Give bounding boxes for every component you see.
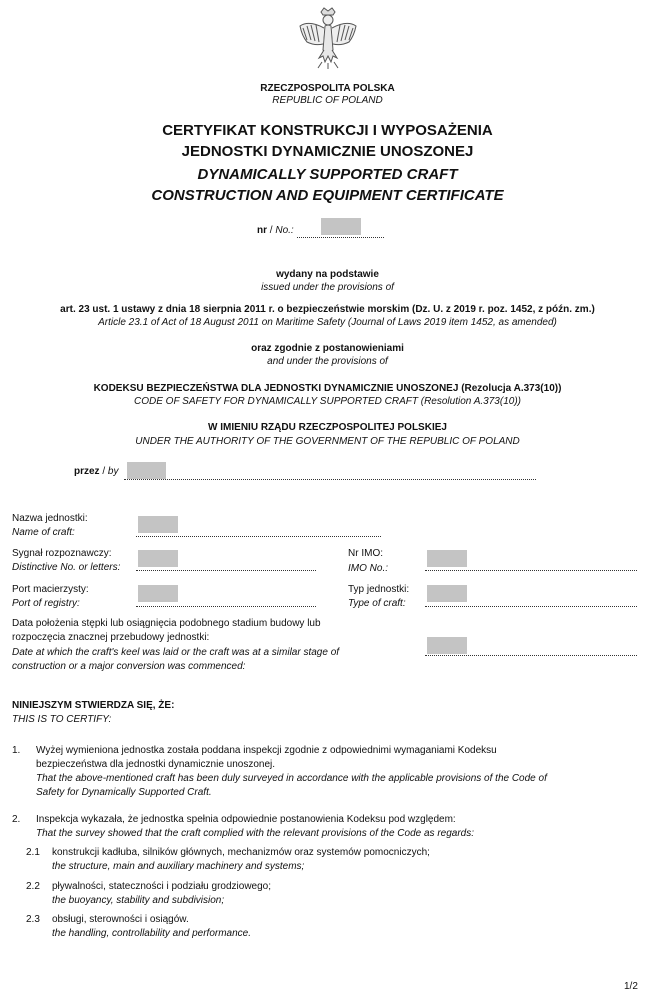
type-label-en: Type of craft: <box>348 598 406 609</box>
certificate-number-redacted <box>321 218 361 235</box>
issuer-label: przez / by <box>74 466 119 477</box>
imo-label-en: IMO No.: <box>348 563 389 574</box>
polish-eagle-emblem-icon <box>297 6 359 70</box>
issued-label-en: issued under the provisions of <box>261 282 394 293</box>
issuer-redacted <box>127 462 166 479</box>
title-line1-pl: CERTYFIKAT KONSTRUKCJI I WYPOSAŻENIA <box>162 122 493 139</box>
craft-name-redacted <box>138 516 178 533</box>
keel-date-redacted <box>427 637 467 654</box>
item-2-number: 2. <box>12 814 21 825</box>
code-reference-pl: KODEKSU BEZPIECZEŃSTWA DLA JEDNOSTKI DYNAMICZNIE UNOSZONEJ (Rezolucja A.373(10)) <box>93 383 562 394</box>
keel-date-label-pl-1: Data położenia stępki lub osiągnięcia podobnego stadium budowy lub <box>12 618 321 629</box>
keel-date-label-en-1: Date at which the craft's keel was laid or the craft was at a similar stage of <box>12 647 340 658</box>
issuer-field <box>124 467 536 480</box>
keel-date-label-pl-2: rozpoczęcia znacznej przebudowy jednostki: <box>12 632 210 643</box>
country-name-en: REPUBLIC OF POLAND <box>272 95 383 106</box>
subitem-2-3-text-pl: obsługi, sterowności i osiągów. <box>52 914 189 925</box>
law-reference-en: Article 23.1 of Act of 18 August 2011 on Maritime Safety (Journal of Laws 2019 item 1452, as amended) <box>98 317 557 328</box>
title-line2-en: CONSTRUCTION AND EQUIPMENT CERTIFICATE <box>151 187 504 204</box>
imo-redacted <box>427 550 467 567</box>
code-reference-en: CODE OF SAFETY FOR DYNAMICALLY SUPPORTED CRAFT (Resolution A.373(10)) <box>134 396 521 407</box>
subitem-2-1-text-en: the structure, main and auxiliary machinery and systems; <box>52 861 305 872</box>
keel-date-label-en-2: construction or a major conversion was commenced: <box>12 661 246 672</box>
item-1-text-pl-2: bezpieczeństwa dla jednostki dynamicznie unoszonej. <box>36 759 276 770</box>
signal-label-pl: Sygnał rozpoznawczy: <box>12 548 112 559</box>
subitem-2-3-text-en: the handling, controllability and performance. <box>52 928 252 939</box>
signal-label-en: Distinctive No. or letters: <box>12 562 121 573</box>
port-label-pl: Port macierzysty: <box>12 584 89 595</box>
country-name-pl: RZECZPOSPOLITA POLSKA <box>260 83 395 94</box>
item-1-text-pl-1: Wyżej wymieniona jednostka została poddana inspekcji zgodnie z odpowiednimi wymaganiami Kodeksu <box>36 745 497 756</box>
provisions-label-pl: oraz zgodnie z postanowieniami <box>251 343 404 354</box>
port-redacted <box>138 585 178 602</box>
certify-heading-pl: NINIEJSZYM STWIERDZA SIĘ, ŻE: <box>12 700 175 711</box>
imo-label-pl: Nr IMO: <box>348 548 383 559</box>
type-redacted <box>427 585 467 602</box>
item-1-number: 1. <box>12 745 21 756</box>
page-number: 1/2 <box>624 981 638 992</box>
item-1-text-en-1: That the above-mentioned craft has been duly surveyed in accordance with the applicable provisions of the Code of <box>36 773 547 784</box>
subitem-2-1-text-pl: konstrukcji kadłuba, silników głównych, mechanizmów oraz systemów pomocniczych; <box>52 847 430 858</box>
item-2-text-en: That the survey showed that the craft complied with the relevant provisions of the Code as regards: <box>36 828 475 839</box>
title-line1-en: DYNAMICALLY SUPPORTED CRAFT <box>197 166 458 183</box>
issued-label-pl: wydany na podstawie <box>276 269 379 280</box>
authority-pl: W IMIENIU RZĄDU RZECZPOSPOLITEJ POLSKIEJ <box>208 422 447 433</box>
subitem-2-1-number: 2.1 <box>26 847 40 858</box>
item-1-text-en-2: Safety for Dynamically Supported Craft. <box>36 787 212 798</box>
subitem-2-2-number: 2.2 <box>26 881 40 892</box>
type-label-pl: Typ jednostki: <box>348 584 410 595</box>
subitem-2-3-number: 2.3 <box>26 914 40 925</box>
provisions-label-en: and under the provisions of <box>267 356 388 367</box>
certificate-number-label: nr / No.: <box>257 225 294 236</box>
certify-heading-en: THIS IS TO CERTIFY: <box>12 714 112 725</box>
craft-name-label-pl: Nazwa jednostki: <box>12 513 88 524</box>
craft-name-label-en: Name of craft: <box>12 527 75 538</box>
signal-redacted <box>138 550 178 567</box>
item-2-text-pl: Inspekcja wykazała, że jednostka spełnia odpowiednie postanowienia Kodeksu pod względem: <box>36 814 456 825</box>
subitem-2-2-text-en: the buoyancy, stability and subdivision; <box>52 895 225 906</box>
title-line2-pl: JEDNOSTKI DYNAMICZNIE UNOSZONEJ <box>181 143 474 160</box>
port-label-en: Port of registry: <box>12 598 80 609</box>
subitem-2-2-text-pl: pływalności, stateczności i podziału grodziowego; <box>52 881 272 892</box>
law-reference-pl: art. 23 ust. 1 ustawy z dnia 18 sierpnia 2011 r. o bezpieczeństwie morskim (Dz. U. z 2019 r. poz. 1452, z późn. zm.) <box>60 304 595 315</box>
authority-en: UNDER THE AUTHORITY OF THE GOVERNMENT OF THE REPUBLIC OF POLAND <box>135 436 520 447</box>
